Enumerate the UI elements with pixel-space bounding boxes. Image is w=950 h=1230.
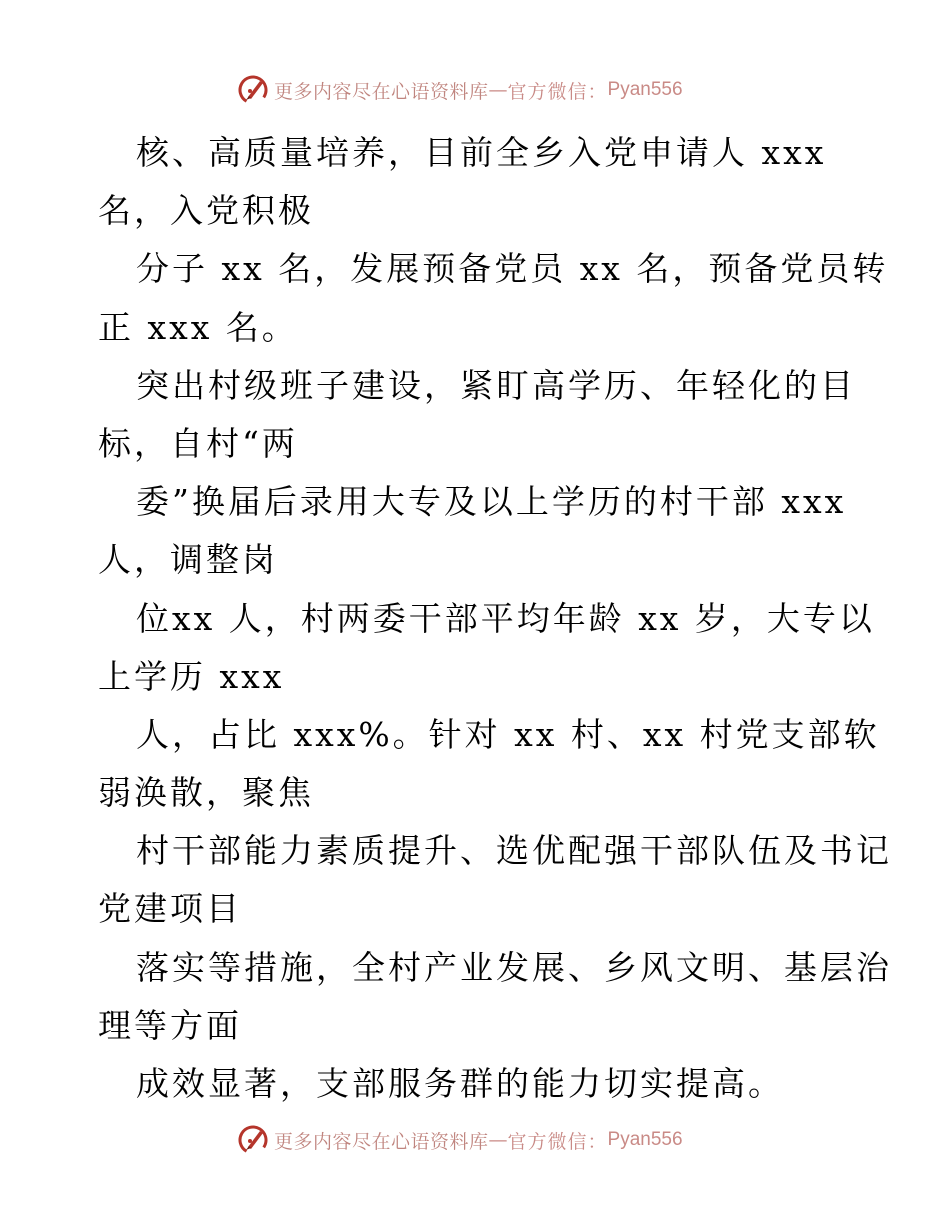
header-watermark-banner [236, 72, 716, 108]
quill-pen-logo-icon [236, 1123, 270, 1157]
document-line: 落实等措施，全村产业发展、乡风文明、基层治 [136, 947, 892, 987]
document-line: 突出村级班子建设，紧盯高学历、年轻化的目 [136, 365, 856, 405]
document-line: 弱涣散，聚焦 [98, 773, 314, 813]
document-line: 正 xxx 名。 [98, 307, 298, 347]
banner-wechat-id: Pyan556 [607, 1129, 683, 1150]
document-line: 村干部能力素质提升、选优配强干部队伍及书记 [136, 831, 892, 871]
document-line: 上学历 xxx [98, 656, 285, 696]
banner-wechat-id: Pyan556 [607, 79, 683, 100]
document-body [98, 124, 892, 1113]
document-line: 人，占比 xxx%。针对 xx 村、xx 村党支部软 [136, 714, 880, 754]
document-line: 人，调整岗 [98, 540, 278, 580]
document-line: 党建项目 [98, 889, 242, 929]
banner-official-label: 官方微信： [507, 80, 608, 103]
footer-watermark-banner [236, 1122, 716, 1158]
document-line: 理等方面 [98, 1005, 242, 1045]
quill-pen-logo-icon [236, 73, 270, 107]
document-line: 委”换届后录用大专及以上学历的村干部 xxx [136, 482, 847, 522]
banner-official-label: 官方微信： [507, 1130, 608, 1153]
document-line: 核、高质量培养，目前全乡入党申请人 xxx [136, 133, 827, 172]
document-line: 标，自村“两 [98, 423, 298, 463]
document-line: 分子 xx 名，发展预备党员 xx 名，预备党员转 [136, 249, 889, 289]
banner-dash: — [488, 1129, 508, 1151]
banner-dash: — [488, 79, 508, 101]
banner-main-text: 更多内容尽在心语资料库 [274, 80, 489, 103]
document-line: 名，入党积极 [98, 191, 314, 231]
document-line: 成效显著，支部服务群的能力切实提高。 [136, 1064, 784, 1103]
document-line: 位xx 人，村两委干部平均年龄 xx 岁，大专以 [136, 598, 875, 638]
banner-main-text: 更多内容尽在心语资料库 [274, 1130, 489, 1153]
